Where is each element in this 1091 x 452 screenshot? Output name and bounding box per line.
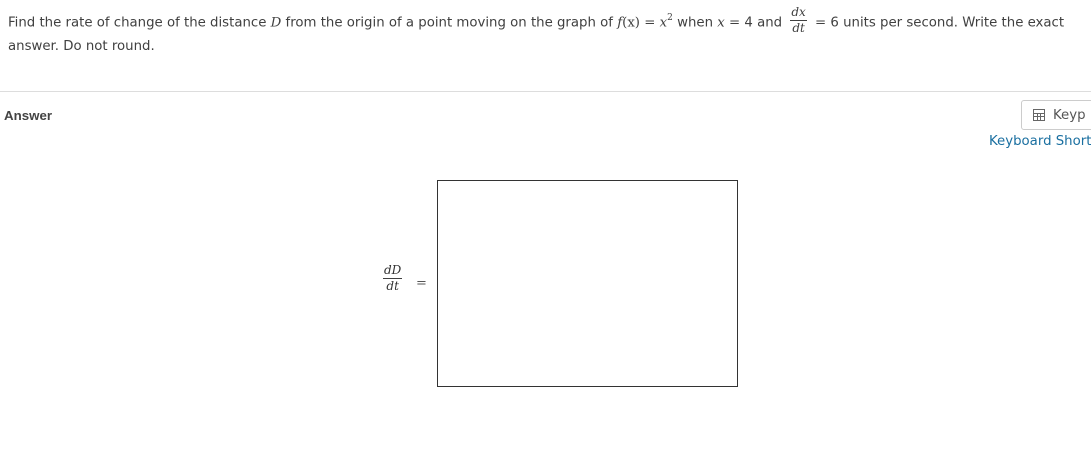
section-divider [0,91,1091,92]
keypad-button[interactable] [1021,100,1091,130]
math-exponent: 2 [667,13,673,23]
question-text-part: Find the rate of change of the distance [8,15,267,31]
fraction-numerator: dx [791,4,806,19]
math-func-arg: (x) [622,15,640,31]
answer-input[interactable] [437,180,738,387]
fraction-denominator: dt [792,20,805,35]
math-x: x [659,15,668,31]
math-func: f [617,15,623,31]
answer-lhs [383,263,402,295]
answer-label: Answer [4,108,53,123]
keyboard-shortcuts-link[interactable]: Keyboard Short [989,134,1091,149]
keypad-button-label: Keyp [1053,107,1086,123]
answer-equals: = [416,276,427,291]
math-equals: = [728,15,741,31]
keypad-icon [1033,109,1045,121]
question-line-1 [8,6,1091,33]
question-text-part: 6 units per second. Write the exact [830,15,1065,31]
question-text-part: when [677,15,714,31]
fraction-dD-dt [383,264,402,293]
question-line-2: answer. Do not round. [8,39,155,54]
question-text-part: from the origin of a point moving on the graph of [285,15,613,31]
math-equals: = [815,15,827,31]
math-equals: = [644,15,656,31]
fraction-dx-dt [790,6,806,35]
math-x: x [717,15,725,31]
fraction-numerator: dD [384,263,402,277]
question-text-part: and [757,15,783,31]
question-text [8,6,1091,60]
math-var-d: D [270,15,282,31]
math-value: 4 [744,15,753,31]
fraction-denominator: dt [386,279,399,293]
